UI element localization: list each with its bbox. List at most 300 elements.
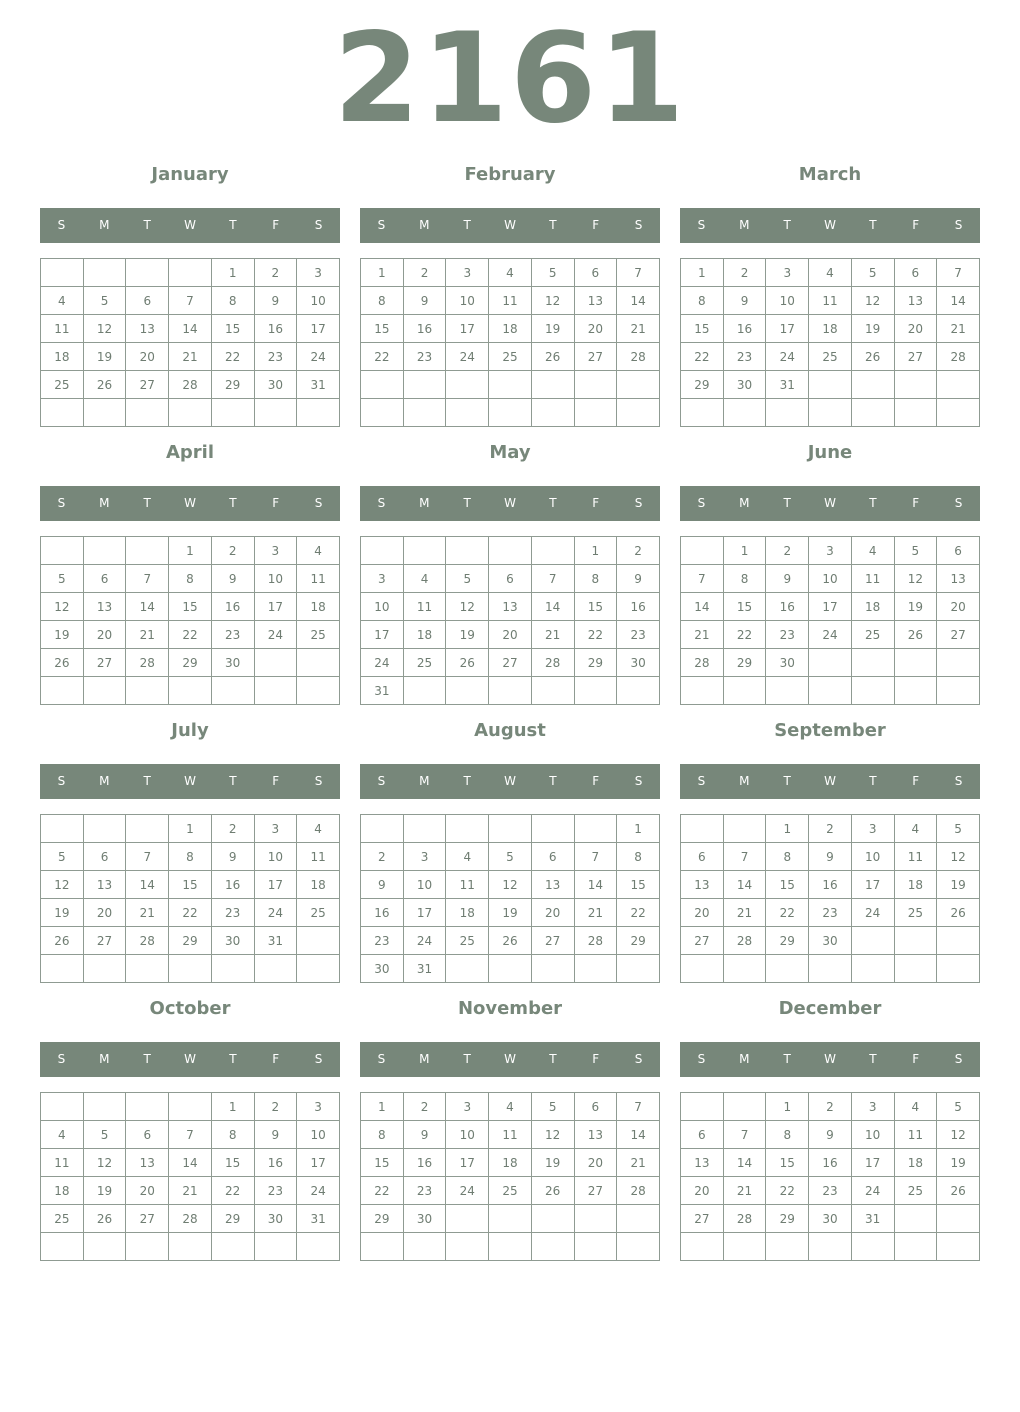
empty-cell xyxy=(126,1093,169,1121)
day-cell: 2 xyxy=(617,537,660,565)
day-cell: 17 xyxy=(809,593,852,621)
day-cell: 8 xyxy=(361,1121,404,1149)
day-cell: 30 xyxy=(254,1205,297,1233)
empty-cell xyxy=(489,399,532,427)
empty-cell xyxy=(531,399,574,427)
day-cell: 19 xyxy=(83,343,126,371)
day-cell: 14 xyxy=(723,871,766,899)
day-cell: 22 xyxy=(211,1177,254,1205)
day-cell: 10 xyxy=(851,843,894,871)
weekday-label: F xyxy=(592,218,600,232)
day-cell: 1 xyxy=(169,815,212,843)
day-cell: 4 xyxy=(489,1093,532,1121)
empty-cell xyxy=(41,677,84,705)
week-row xyxy=(361,815,660,843)
day-grid xyxy=(40,1092,340,1261)
week-row xyxy=(361,565,660,593)
day-cell: 17 xyxy=(851,1149,894,1177)
empty-cell xyxy=(297,677,340,705)
empty-cell xyxy=(403,677,446,705)
day-cell: 4 xyxy=(809,259,852,287)
empty-cell xyxy=(851,399,894,427)
day-cell: 5 xyxy=(851,259,894,287)
day-cell: 21 xyxy=(617,1149,660,1177)
day-cell: 27 xyxy=(574,1177,617,1205)
day-cell: 16 xyxy=(766,593,809,621)
day-cell: 3 xyxy=(766,259,809,287)
day-cell: 20 xyxy=(126,1177,169,1205)
week-row xyxy=(361,259,660,287)
day-cell: 10 xyxy=(297,287,340,315)
empty-cell xyxy=(681,955,724,983)
empty-cell xyxy=(531,371,574,399)
week-row xyxy=(361,593,660,621)
empty-cell xyxy=(126,537,169,565)
day-cell: 17 xyxy=(361,621,404,649)
day-cell: 30 xyxy=(809,927,852,955)
empty-cell xyxy=(937,649,980,677)
empty-cell xyxy=(126,399,169,427)
day-cell: 4 xyxy=(894,1093,937,1121)
day-cell: 29 xyxy=(169,927,212,955)
day-cell: 7 xyxy=(937,259,980,287)
weekday-header xyxy=(40,1042,340,1077)
empty-cell xyxy=(361,1233,404,1261)
week-row xyxy=(41,537,340,565)
empty-cell xyxy=(446,955,489,983)
empty-cell xyxy=(41,399,84,427)
empty-cell xyxy=(41,955,84,983)
day-cell: 20 xyxy=(894,315,937,343)
day-cell: 21 xyxy=(531,621,574,649)
day-cell: 6 xyxy=(83,843,126,871)
day-cell: 19 xyxy=(83,1177,126,1205)
day-cell: 16 xyxy=(617,593,660,621)
day-cell: 8 xyxy=(617,843,660,871)
weekday-label: S xyxy=(314,1052,323,1066)
weekday-header xyxy=(360,208,660,243)
day-cell: 6 xyxy=(126,1121,169,1149)
day-cell: 22 xyxy=(617,899,660,927)
day-cell: 25 xyxy=(809,343,852,371)
day-cell: 23 xyxy=(809,1177,852,1205)
day-cell: 12 xyxy=(489,871,532,899)
day-cell: 18 xyxy=(489,315,532,343)
day-cell: 18 xyxy=(41,1177,84,1205)
day-cell: 10 xyxy=(254,843,297,871)
empty-cell xyxy=(211,1233,254,1261)
empty-cell xyxy=(617,1233,660,1261)
day-cell: 16 xyxy=(403,1149,446,1177)
day-cell: 13 xyxy=(574,1121,617,1149)
weekday-label: W xyxy=(824,218,836,232)
day-cell: 14 xyxy=(126,871,169,899)
empty-cell xyxy=(574,399,617,427)
day-cell: 11 xyxy=(297,565,340,593)
day-cell: 24 xyxy=(851,1177,894,1205)
day-cell: 10 xyxy=(851,1121,894,1149)
day-cell: 25 xyxy=(297,899,340,927)
empty-cell xyxy=(851,955,894,983)
day-cell: 28 xyxy=(574,927,617,955)
day-cell: 29 xyxy=(681,371,724,399)
weekday-label: S xyxy=(314,774,323,788)
empty-cell xyxy=(41,815,84,843)
weekday-label: S xyxy=(314,218,323,232)
day-cell: 5 xyxy=(937,1093,980,1121)
day-cell: 8 xyxy=(766,1121,809,1149)
weekday-label: S xyxy=(377,218,386,232)
day-cell: 6 xyxy=(126,287,169,315)
day-cell: 2 xyxy=(809,1093,852,1121)
day-cell: 18 xyxy=(403,621,446,649)
weekday-label: S xyxy=(954,1052,963,1066)
day-cell: 14 xyxy=(617,1121,660,1149)
empty-cell xyxy=(361,537,404,565)
day-cell: 16 xyxy=(254,315,297,343)
day-cell: 28 xyxy=(169,371,212,399)
weekday-label: F xyxy=(912,218,920,232)
day-cell: 31 xyxy=(361,677,404,705)
day-cell: 23 xyxy=(809,899,852,927)
day-cell: 24 xyxy=(851,899,894,927)
day-grid xyxy=(40,258,340,427)
empty-cell xyxy=(723,955,766,983)
empty-cell xyxy=(361,399,404,427)
day-cell: 2 xyxy=(723,259,766,287)
empty-cell xyxy=(766,399,809,427)
empty-cell xyxy=(126,955,169,983)
day-cell: 11 xyxy=(894,1121,937,1149)
day-cell: 27 xyxy=(126,371,169,399)
weekday-label: T xyxy=(229,496,237,510)
weekday-label: W xyxy=(504,774,516,788)
empty-cell xyxy=(83,677,126,705)
day-cell: 18 xyxy=(297,593,340,621)
day-cell: 25 xyxy=(894,1177,937,1205)
day-cell: 29 xyxy=(574,649,617,677)
day-cell: 20 xyxy=(574,1149,617,1177)
day-cell: 26 xyxy=(894,621,937,649)
weekday-label: F xyxy=(272,774,280,788)
empty-cell xyxy=(489,537,532,565)
week-row xyxy=(361,1177,660,1205)
weekday-label: M xyxy=(739,1052,750,1066)
week-row xyxy=(681,343,980,371)
day-cell: 25 xyxy=(41,1205,84,1233)
weekday-label: T xyxy=(143,496,151,510)
day-cell: 2 xyxy=(254,259,297,287)
day-cell: 24 xyxy=(297,343,340,371)
day-cell: 8 xyxy=(361,287,404,315)
month-title: January xyxy=(151,164,229,185)
day-cell: 3 xyxy=(254,537,297,565)
weekday-label: W xyxy=(824,1052,836,1066)
day-cell: 4 xyxy=(851,537,894,565)
week-row xyxy=(41,1233,340,1261)
month-title: September xyxy=(774,720,886,741)
day-cell: 6 xyxy=(489,565,532,593)
day-cell: 20 xyxy=(937,593,980,621)
day-cell: 10 xyxy=(297,1121,340,1149)
week-row xyxy=(681,677,980,705)
month-title: November xyxy=(457,998,563,1019)
week-row xyxy=(681,871,980,899)
day-cell: 13 xyxy=(574,287,617,315)
day-cell: 9 xyxy=(809,1121,852,1149)
day-cell: 7 xyxy=(169,287,212,315)
day-cell: 1 xyxy=(169,537,212,565)
day-cell: 4 xyxy=(297,815,340,843)
weekday-label: W xyxy=(504,1052,516,1066)
day-cell: 10 xyxy=(361,593,404,621)
day-cell: 29 xyxy=(766,927,809,955)
day-cell: 22 xyxy=(766,899,809,927)
day-cell: 3 xyxy=(297,1093,340,1121)
empty-cell xyxy=(169,1233,212,1261)
empty-cell xyxy=(894,677,937,705)
day-cell: 25 xyxy=(297,621,340,649)
day-cell: 14 xyxy=(531,593,574,621)
day-cell: 5 xyxy=(531,259,574,287)
day-cell: 30 xyxy=(211,649,254,677)
empty-cell xyxy=(894,955,937,983)
day-cell: 29 xyxy=(617,927,660,955)
day-cell: 21 xyxy=(574,899,617,927)
day-cell: 21 xyxy=(126,621,169,649)
empty-cell xyxy=(169,399,212,427)
day-cell: 29 xyxy=(211,1205,254,1233)
day-cell: 19 xyxy=(446,621,489,649)
day-cell: 6 xyxy=(894,259,937,287)
week-row xyxy=(41,1121,340,1149)
day-cell: 15 xyxy=(766,1149,809,1177)
weekday-label: T xyxy=(143,774,151,788)
weekday-label: S xyxy=(57,218,66,232)
day-cell: 19 xyxy=(531,1149,574,1177)
day-grid xyxy=(680,258,980,427)
day-cell: 12 xyxy=(531,287,574,315)
empty-cell xyxy=(126,815,169,843)
empty-cell xyxy=(169,1093,212,1121)
day-cell: 26 xyxy=(446,649,489,677)
year-title: 2161 xyxy=(333,7,687,151)
weekday-label: F xyxy=(272,1052,280,1066)
day-cell: 12 xyxy=(851,287,894,315)
day-cell: 18 xyxy=(809,315,852,343)
weekday-label: W xyxy=(504,218,516,232)
day-cell: 3 xyxy=(809,537,852,565)
day-cell: 11 xyxy=(297,843,340,871)
day-cell: 18 xyxy=(446,899,489,927)
day-cell: 21 xyxy=(169,1177,212,1205)
day-cell: 13 xyxy=(937,565,980,593)
empty-cell xyxy=(83,399,126,427)
day-cell: 13 xyxy=(126,1149,169,1177)
empty-cell xyxy=(681,399,724,427)
day-cell: 23 xyxy=(211,899,254,927)
month-title: December xyxy=(778,998,882,1019)
weekday-label: T xyxy=(869,774,877,788)
day-cell: 22 xyxy=(681,343,724,371)
day-cell: 6 xyxy=(531,843,574,871)
week-row xyxy=(681,843,980,871)
day-cell: 16 xyxy=(254,1149,297,1177)
weekday-label: S xyxy=(377,496,386,510)
empty-cell xyxy=(766,955,809,983)
empty-cell xyxy=(297,955,340,983)
day-cell: 22 xyxy=(211,343,254,371)
day-cell: 24 xyxy=(446,343,489,371)
empty-cell xyxy=(126,259,169,287)
empty-cell xyxy=(851,677,894,705)
day-cell: 9 xyxy=(403,287,446,315)
day-cell: 12 xyxy=(937,843,980,871)
day-cell: 1 xyxy=(361,259,404,287)
day-cell: 19 xyxy=(894,593,937,621)
day-cell: 27 xyxy=(489,649,532,677)
day-cell: 18 xyxy=(851,593,894,621)
week-row xyxy=(681,371,980,399)
day-cell: 15 xyxy=(169,593,212,621)
week-row xyxy=(41,1149,340,1177)
month-title: July xyxy=(171,720,209,741)
weekday-label: W xyxy=(184,774,196,788)
month-title: May xyxy=(489,442,531,463)
weekday-label: F xyxy=(912,1052,920,1066)
week-row xyxy=(41,843,340,871)
empty-cell xyxy=(723,1093,766,1121)
empty-cell xyxy=(937,955,980,983)
day-cell: 10 xyxy=(446,1121,489,1149)
week-row xyxy=(681,955,980,983)
empty-cell xyxy=(723,677,766,705)
day-cell: 7 xyxy=(681,565,724,593)
day-cell: 9 xyxy=(254,1121,297,1149)
day-cell: 15 xyxy=(766,871,809,899)
weekday-header xyxy=(40,208,340,243)
week-row xyxy=(681,927,980,955)
week-row xyxy=(681,815,980,843)
empty-cell xyxy=(403,537,446,565)
weekday-label: S xyxy=(697,496,706,510)
day-cell: 12 xyxy=(531,1121,574,1149)
day-cell: 5 xyxy=(446,565,489,593)
day-cell: 5 xyxy=(894,537,937,565)
day-cell: 13 xyxy=(531,871,574,899)
week-row xyxy=(361,621,660,649)
empty-cell xyxy=(937,1205,980,1233)
weekday-label: T xyxy=(143,1052,151,1066)
day-cell: 11 xyxy=(41,315,84,343)
empty-cell xyxy=(937,399,980,427)
day-grid xyxy=(680,814,980,983)
day-cell: 1 xyxy=(211,1093,254,1121)
empty-cell xyxy=(489,955,532,983)
day-cell: 24 xyxy=(809,621,852,649)
weekday-label: S xyxy=(377,1052,386,1066)
week-row xyxy=(681,1205,980,1233)
day-cell: 25 xyxy=(41,371,84,399)
empty-cell xyxy=(489,677,532,705)
day-cell: 11 xyxy=(894,843,937,871)
day-cell: 16 xyxy=(809,871,852,899)
empty-cell xyxy=(894,371,937,399)
day-cell: 24 xyxy=(403,927,446,955)
day-cell: 9 xyxy=(211,565,254,593)
week-row xyxy=(41,565,340,593)
day-cell: 9 xyxy=(723,287,766,315)
day-cell: 21 xyxy=(617,315,660,343)
weekday-header xyxy=(40,764,340,799)
day-cell: 21 xyxy=(681,621,724,649)
day-cell: 7 xyxy=(126,843,169,871)
day-cell: 11 xyxy=(403,593,446,621)
day-cell: 14 xyxy=(169,315,212,343)
day-cell: 15 xyxy=(574,593,617,621)
day-cell: 15 xyxy=(681,315,724,343)
day-cell: 6 xyxy=(681,843,724,871)
empty-cell xyxy=(809,677,852,705)
weekday-label: M xyxy=(99,774,110,788)
day-cell: 13 xyxy=(681,1149,724,1177)
day-cell: 19 xyxy=(41,899,84,927)
day-cell: 7 xyxy=(617,1093,660,1121)
day-cell: 7 xyxy=(617,259,660,287)
weekday-label: F xyxy=(592,774,600,788)
week-row xyxy=(41,1205,340,1233)
month-title: February xyxy=(464,164,556,185)
day-cell: 11 xyxy=(41,1149,84,1177)
weekday-label: S xyxy=(57,774,66,788)
day-grid xyxy=(360,536,660,705)
day-grid xyxy=(360,1092,660,1261)
day-cell: 9 xyxy=(766,565,809,593)
day-cell: 2 xyxy=(403,1093,446,1121)
day-cell: 22 xyxy=(169,621,212,649)
day-cell: 17 xyxy=(403,899,446,927)
week-row xyxy=(41,927,340,955)
day-cell: 4 xyxy=(403,565,446,593)
day-cell: 27 xyxy=(83,927,126,955)
day-cell: 8 xyxy=(211,287,254,315)
empty-cell xyxy=(894,649,937,677)
week-row xyxy=(41,315,340,343)
day-cell: 19 xyxy=(531,315,574,343)
day-cell: 3 xyxy=(403,843,446,871)
week-row xyxy=(41,621,340,649)
day-cell: 18 xyxy=(41,343,84,371)
weekday-header xyxy=(360,486,660,521)
day-cell: 25 xyxy=(894,899,937,927)
day-cell: 13 xyxy=(894,287,937,315)
empty-cell xyxy=(83,815,126,843)
day-cell: 9 xyxy=(361,871,404,899)
empty-cell xyxy=(446,1233,489,1261)
month-title: April xyxy=(165,442,215,463)
day-cell: 6 xyxy=(681,1121,724,1149)
day-cell: 27 xyxy=(574,343,617,371)
day-cell: 28 xyxy=(617,343,660,371)
day-cell: 9 xyxy=(211,843,254,871)
day-grid xyxy=(680,1092,980,1261)
day-cell: 13 xyxy=(83,593,126,621)
empty-cell xyxy=(574,371,617,399)
day-cell: 3 xyxy=(851,1093,894,1121)
week-row xyxy=(361,649,660,677)
day-cell: 23 xyxy=(211,621,254,649)
empty-cell xyxy=(723,815,766,843)
